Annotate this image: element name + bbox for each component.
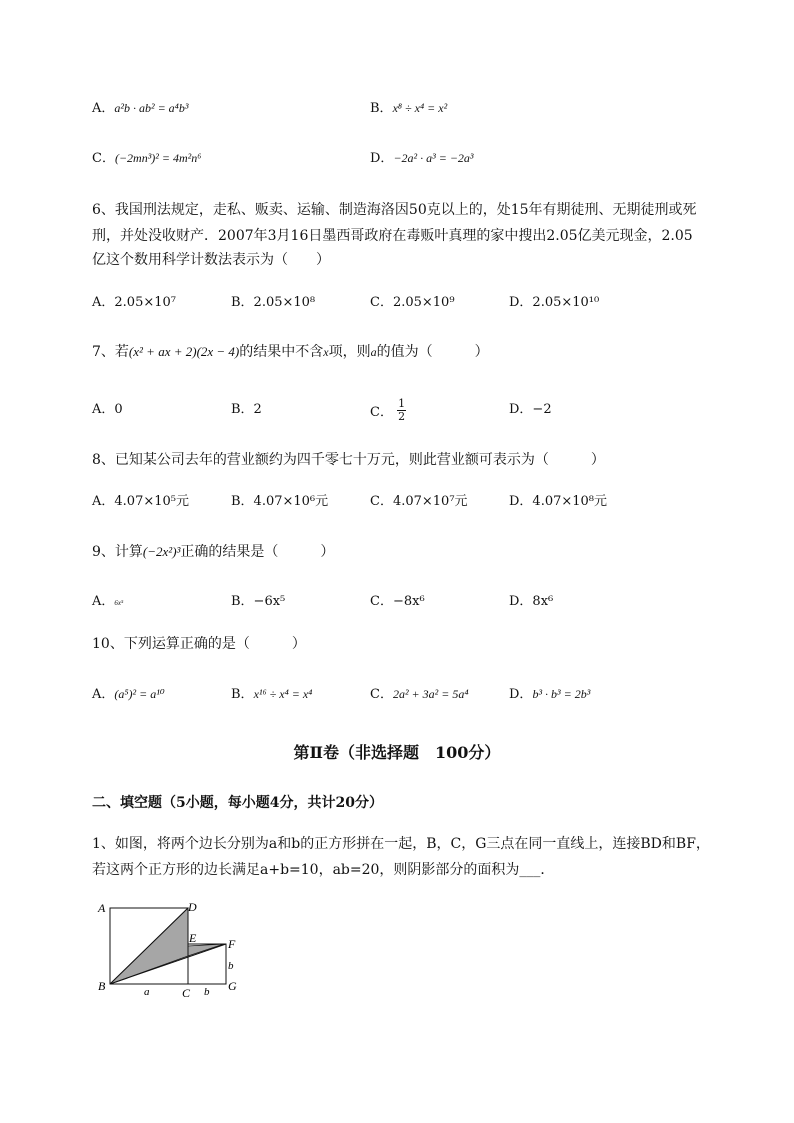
option-expr: (−2mn³)² = 4m²n⁶ — [114, 151, 202, 165]
q7-option-c — [370, 397, 406, 425]
label-A: A — [98, 901, 106, 915]
label-b-bottom: b — [204, 986, 210, 998]
label-F: F — [228, 937, 236, 951]
q8-option-c: C．4.07×10⁷元 — [370, 494, 468, 509]
label-E: E — [189, 931, 197, 945]
q6-option-b: B．2.05×10⁸ — [231, 295, 316, 310]
q9-prefix: 9、计算 — [92, 544, 143, 560]
q5-option-d — [370, 148, 474, 169]
option-label: C． — [92, 151, 115, 166]
q7-suffix: 的值为（ ） — [376, 344, 489, 360]
label-G: G — [228, 979, 237, 993]
q7-mid2: 项，则 — [328, 344, 371, 360]
option-expr: −2a² · a³ = −2a³ — [393, 151, 474, 165]
label-a: a — [144, 986, 150, 998]
q9-stem — [92, 542, 334, 562]
q10-option-d — [509, 684, 590, 705]
shaded-region — [110, 908, 224, 984]
option-label: C． — [370, 405, 393, 420]
q9-suffix: 正确的结果是（ ） — [180, 544, 335, 560]
q7-option-d: D．−2 — [509, 402, 552, 417]
q9-option-c: C．−8x⁶ — [370, 594, 425, 609]
label-C: C — [182, 986, 191, 998]
q8-stem: 8、已知某公司去年的营业额约为四千零七十万元，则此营业额可表示为（ ） — [92, 452, 605, 468]
q10-stem: 10、下列运算正确的是（ ） — [92, 636, 306, 652]
option-label: A． — [92, 687, 115, 702]
q10-option-c — [370, 684, 469, 705]
q7-expr: (x² + ax + 2)(2x − 4) — [128, 344, 240, 359]
q9-expr: (−2x²)³ — [142, 544, 181, 559]
q8-option-b: B．4.07×10⁶元 — [231, 494, 329, 509]
option-label: B． — [370, 101, 393, 116]
q6-line-3: 亿这个数用科学计数法表示为（ ） — [92, 252, 330, 268]
option-label: B． — [231, 687, 254, 702]
section-heading: 二、填空题（5小题，每小题4分，共计20分） — [92, 795, 383, 811]
fraction-denominator: 2 — [398, 410, 406, 423]
q6-option-a: A．2.05×10⁷ — [92, 295, 176, 310]
q6-line-1: 6、我国刑法规定，走私、贩卖、运输、制造海洛因50克以上的，处15年有期徒刑、无期徒刑或死 — [92, 202, 697, 218]
q6-option-d: D．2.05×10¹⁰ — [509, 295, 600, 310]
q7-option-b: B．2 — [231, 402, 262, 417]
q7-mid: 的结果中不含 — [239, 344, 324, 360]
q7-var-a: a — [370, 345, 377, 359]
q6-line-2: 刑，并处没收财产．2007年3月16日墨西哥政府在毒贩叶真理的家中搜出2.05亿美元现金，2.05 — [92, 228, 693, 244]
fill1-line-1: 1、如图，将两个边长分别为a和b的正方形拼在一起，B，C，G三点在同一直线上，连接BD和BF， — [92, 836, 710, 852]
q5-option-c — [92, 148, 201, 169]
option-expr: 6x⁵ — [114, 599, 124, 607]
option-label: D． — [509, 687, 533, 702]
q7-option-a: A．0 — [92, 402, 123, 417]
option-label: D． — [370, 151, 394, 166]
option-expr: x⁸ ÷ x⁴ = x² — [392, 101, 448, 115]
option-expr: x¹⁶ ÷ x⁴ = x⁴ — [253, 687, 313, 701]
q7-stem — [92, 342, 489, 362]
label-D: D — [188, 900, 197, 914]
option-label: A． — [92, 594, 115, 609]
q8-option-a: A．4.07×10⁵元 — [92, 494, 189, 509]
q8-option-d: D．4.07×10⁸元 — [509, 494, 608, 509]
option-label: A． — [92, 101, 115, 116]
q9-option-a — [92, 592, 123, 613]
section-title: 第Ⅱ卷（非选择题 100分） — [293, 743, 501, 762]
q7-var-x: x — [323, 345, 329, 359]
q5-option-a — [92, 98, 188, 119]
q5-option-b — [370, 98, 447, 119]
q10-option-b — [231, 684, 312, 705]
q9-option-b: B．−6x⁵ — [231, 594, 286, 609]
fill1-line-2: 若这两个正方形的边长满足a+b=10，ab=20，则阴影部分的面积为___． — [92, 862, 555, 878]
option-label: C． — [370, 687, 393, 702]
q7-prefix: 7、若 — [92, 344, 129, 360]
fraction-numerator: 1 — [398, 397, 406, 410]
label-b-side: b — [228, 960, 234, 972]
q10-option-a — [92, 684, 165, 705]
option-expr: 2a² + 3a² = 5a⁴ — [392, 687, 469, 701]
fraction — [397, 398, 406, 423]
q6-option-c: C．2.05×10⁹ — [370, 295, 455, 310]
option-expr: (a⁵)² = a¹⁰ — [114, 687, 165, 701]
geometry-figure — [90, 898, 250, 998]
label-B: B — [98, 979, 106, 993]
q9-option-d: D．8x⁶ — [509, 594, 554, 609]
option-expr: a²b · ab² = a⁴b³ — [114, 101, 189, 115]
option-expr: b³ · b³ = 2b³ — [532, 687, 591, 701]
